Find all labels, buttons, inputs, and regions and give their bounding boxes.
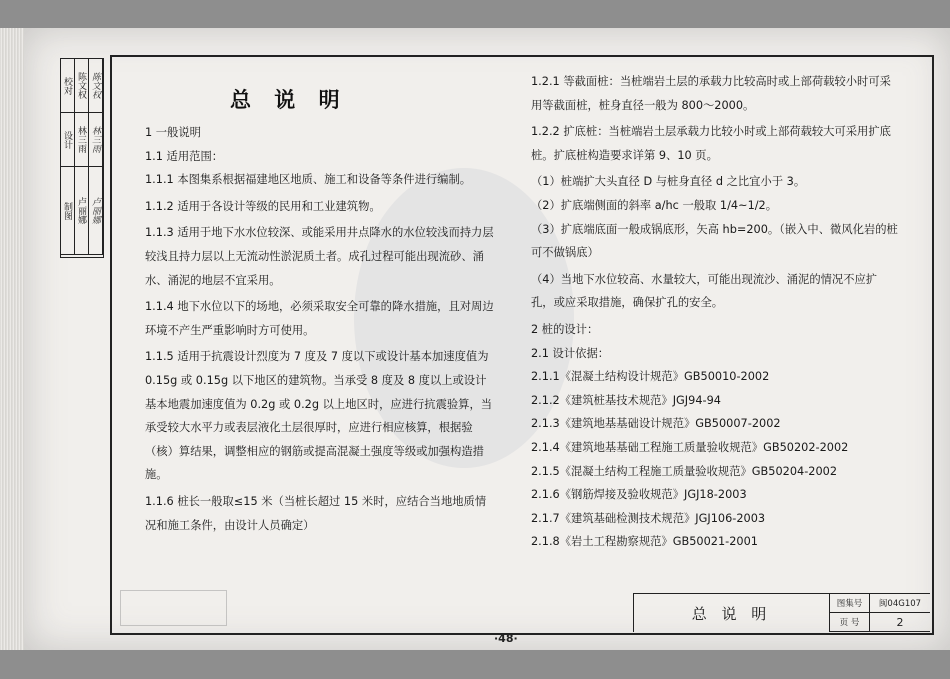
faded-stamp: [120, 590, 227, 626]
signature-block: [60, 58, 104, 258]
title-block-name: 总 说 明: [634, 594, 830, 632]
name-label: 陈文权: [75, 59, 89, 113]
reference-item: 2.1.4《建筑地基基础工程施工质量验收规范》GB50202-2002: [531, 440, 849, 454]
page-label: 页 号: [830, 613, 870, 632]
paragraph: 1.2.2 扩底桩：当桩端岩土层承载力比较小时或上部荷载较大可采用扩底桩。扩底桩构造要求详第 9、10 页。: [531, 125, 891, 162]
left-column: [145, 121, 495, 537]
subsection-heading: 2.1 设计依据：: [531, 346, 610, 360]
role-label: 设计: [61, 113, 75, 167]
section-heading: 1 一般说明: [145, 126, 201, 139]
paragraph: 1.1.1 本图集系根据福建地区地质、施工和设备等条件进行编制。: [145, 173, 472, 187]
page-number: ·48·: [494, 632, 518, 645]
reference-item: 2.1.5《混凝土结构工程施工质量验收规范》GB50204-2002: [531, 464, 838, 478]
name-label: 林三雨: [75, 113, 89, 167]
signature: 卢丽娜: [89, 167, 103, 255]
reference-item: 2.1.1《混凝土结构设计规范》GB50010-2002: [531, 370, 770, 384]
reference-item: 2.1.7《建筑基础检测技术规范》JGJ106-2003: [531, 511, 766, 525]
paragraph: 1.1.5 适用于抗震设计烈度为 7 度及 7 度以下或设计基本加速度值为 0.15g 或 0.15g 以下地区的建筑物。当承受 8 度及 8 度以上或设计基本地震加速度值为 0.2g 或 0.2g 以上地区时，应进行抗震验算，当承受较大水平力或表层液化土层很厚时，应进行相应核算，根据验（核）算结果，调整相应的钢筋或提高混凝土强度等级或加强构造措施。: [145, 350, 493, 482]
signature: 陈文权: [89, 59, 103, 113]
page-title: 总 说 明: [230, 88, 348, 112]
paragraph: 1.2.1 等截面桩：当桩端岩土层的承载力比较高时或上部荷载较小时可采用等截面桩，桩身直径一般为 800～2000。: [531, 75, 891, 112]
reference-item: 2.1.2《建筑桩基技术规范》JGJ94-94: [531, 393, 721, 407]
atlas-label: 图集号: [830, 594, 870, 613]
paragraph: 1.1.3 适用于地下水水位较深、或能采用井点降水的水位较浅而持力层较浅且持力层以上无流动性淤泥质土者。成孔过程可能出现流砂、涌水、涌泥的地层不宜采用。: [145, 226, 494, 287]
signature: 林三雨: [89, 113, 103, 167]
list-item: （3）扩底端底面一般成锅底形，矢高 hb=200。（嵌入中、微风化岩的桩可不做锅底）: [531, 222, 898, 260]
subsection-heading: 1.1 适用范围：: [145, 149, 224, 163]
paragraph: 1.1.6 桩长一般取≤15 米（当桩长超过 15 米时，应结合当地地质情况和施工条件，由设计人员确定）: [145, 494, 487, 532]
list-item: （1）桩端扩大头直径 D 与桩身直径 d 之比宜小于 3。: [531, 175, 806, 189]
title-block: [633, 593, 930, 632]
role-label: 制图: [61, 167, 75, 255]
page-stack-edge: [0, 28, 24, 650]
section-heading: 2 桩的设计：: [531, 322, 599, 336]
paragraph: 1.1.4 地下水位以下的场地，必须采取安全可靠的降水措施，且对周边环境不产生严重影响时方可使用。: [145, 300, 494, 337]
role-label: 校对: [61, 59, 75, 113]
reference-item: 2.1.3《建筑地基基础设计规范》GB50007-2002: [531, 417, 781, 431]
atlas-value: 闽04G107: [870, 594, 930, 613]
list-item: （2）扩底端侧面的斜率 a/hc 一般取 1/4~1/2。: [531, 198, 778, 212]
reference-item: 2.1.6《钢筋焊接及验收规范》JGJ18-2003: [531, 488, 747, 502]
name-label: 卢丽娜: [75, 167, 89, 255]
paragraph: 1.1.2 适用于各设计等级的民用和工业建筑物。: [145, 199, 381, 213]
right-column: [531, 70, 899, 554]
list-item: （4）当地下水位较高、水量较大，可能出现流沙、涌泥的情况不应扩孔，或应采取措施，确保扩孔的安全。: [531, 272, 878, 310]
reference-item: 2.1.8《岩土工程勘察规范》GB50021-2001: [531, 535, 758, 549]
page-value: 2: [870, 613, 930, 632]
